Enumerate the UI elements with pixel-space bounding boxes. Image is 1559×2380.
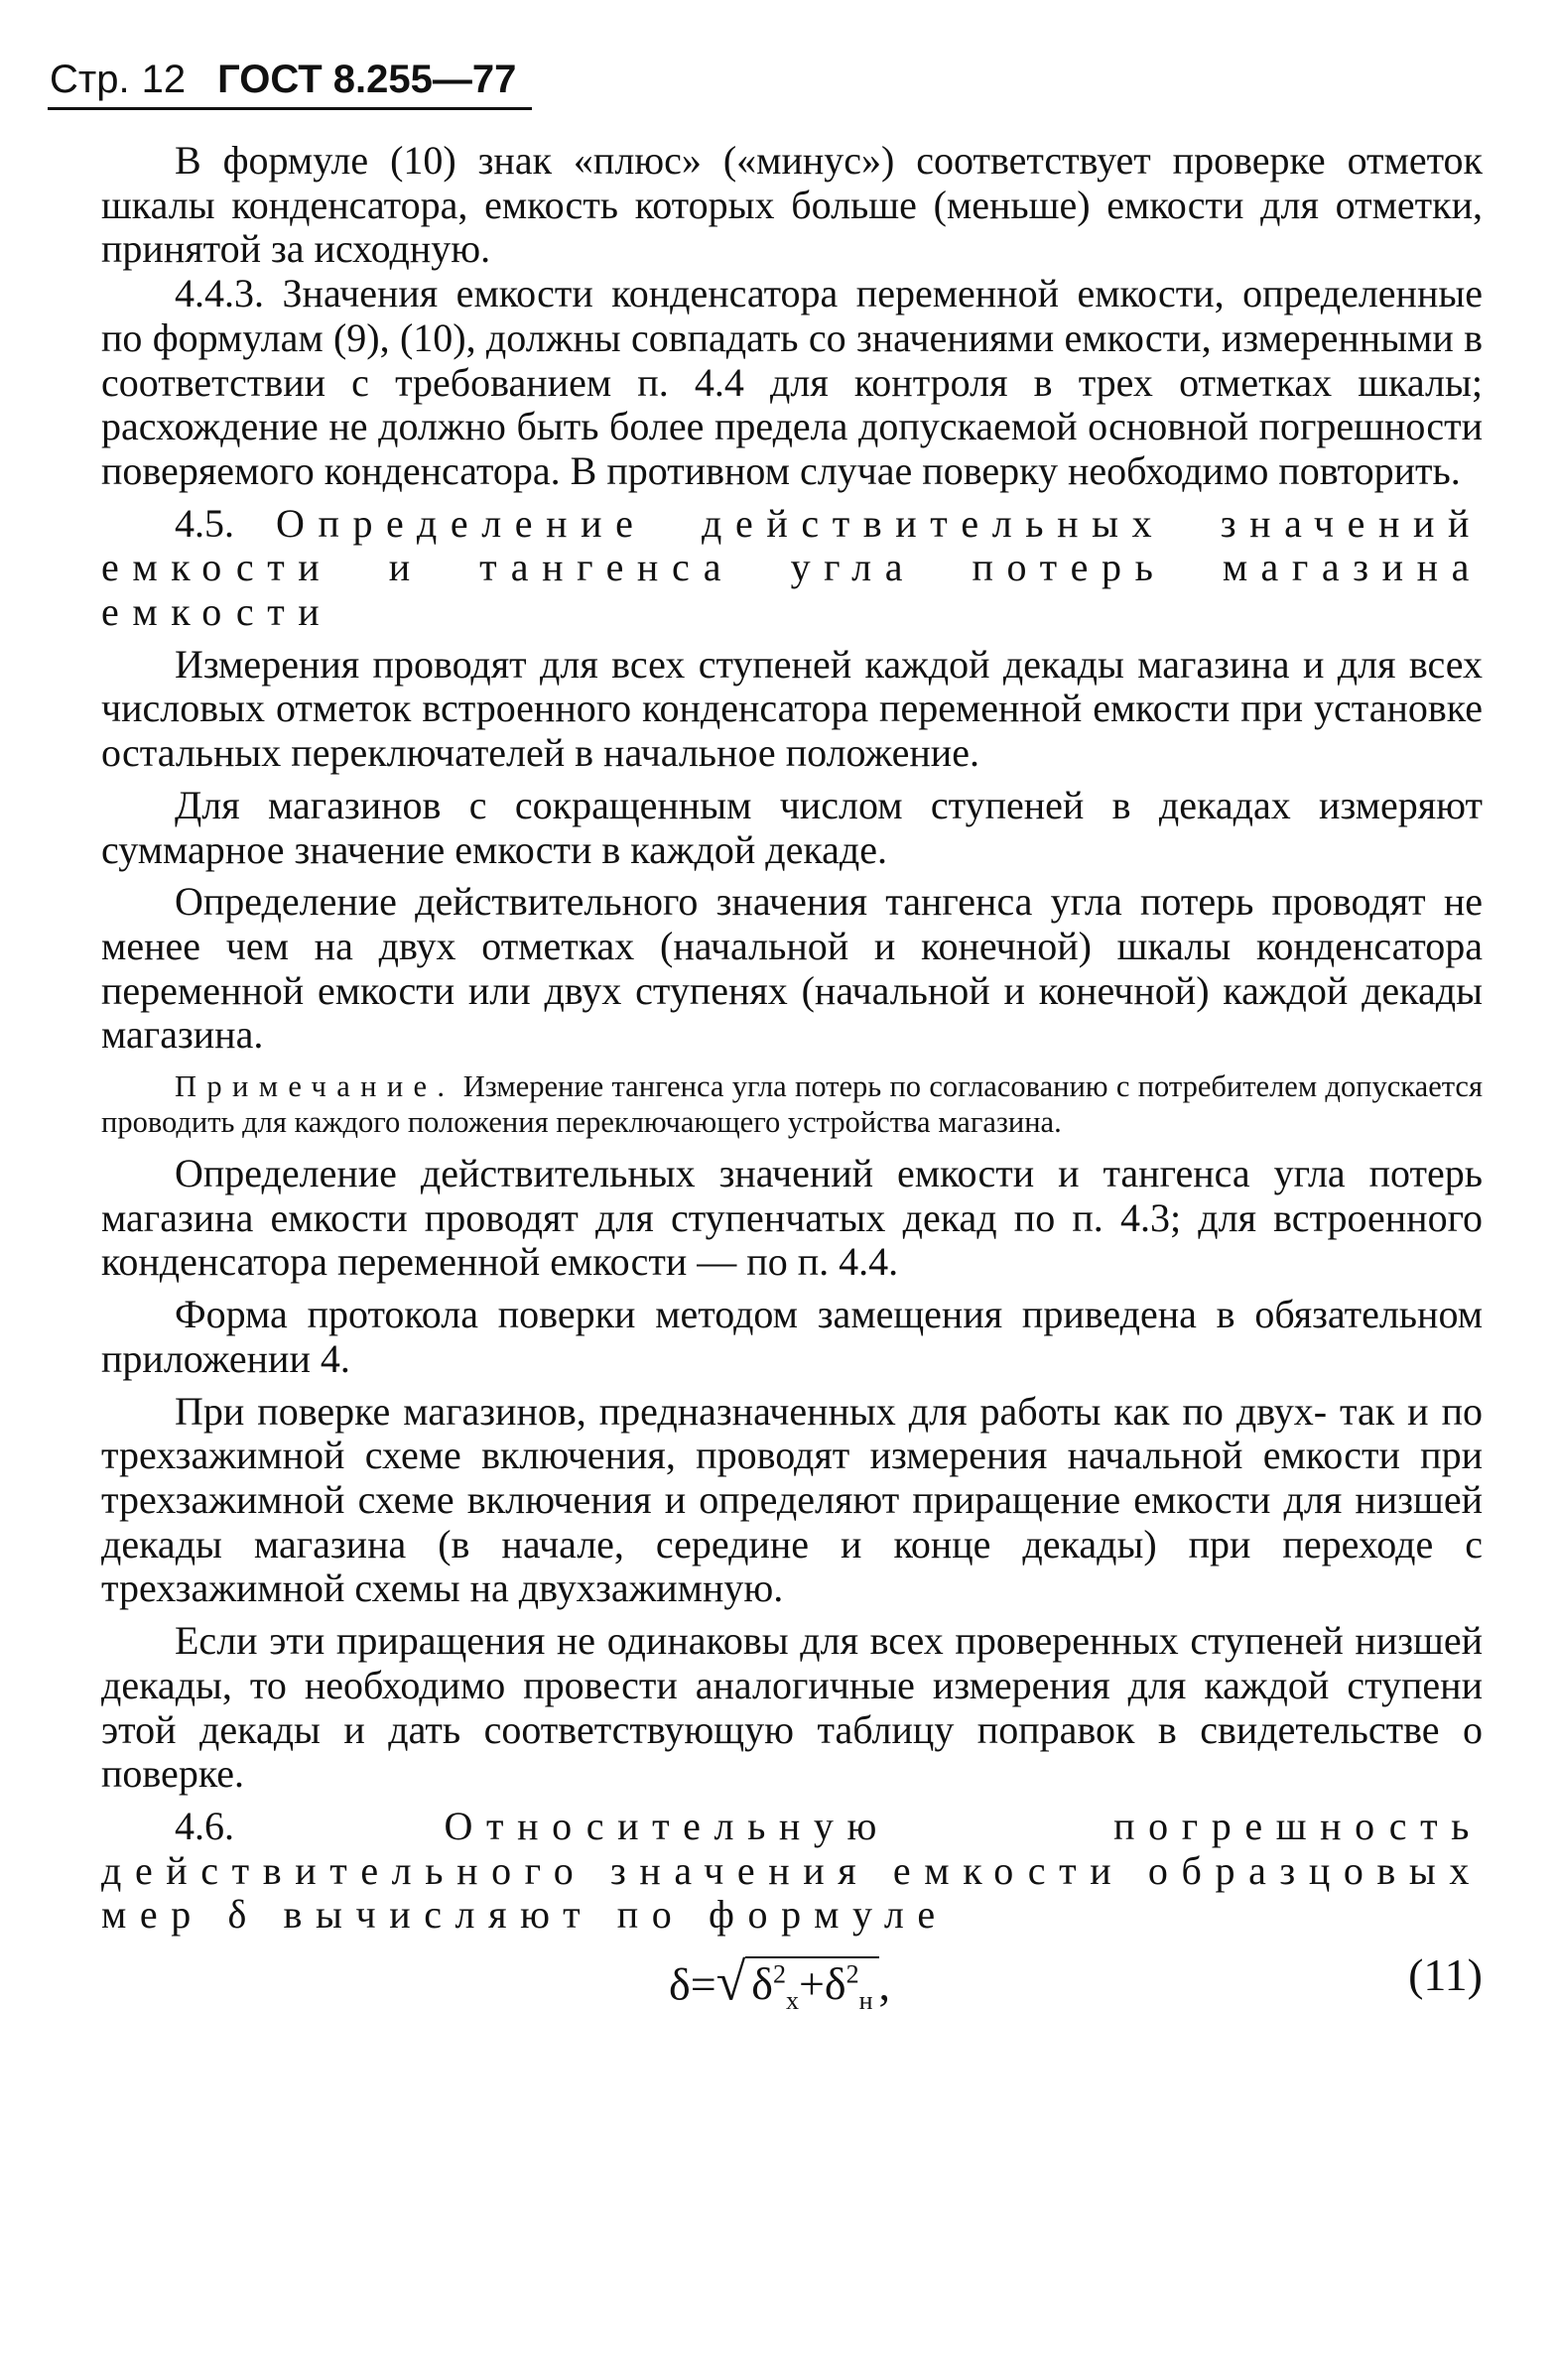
section-number: 4.5. [175,500,234,546]
standard-code: ГОСТ 8.255—77 [217,58,517,101]
paragraph-reduced-steps: Для магазинов с сокращенным числом ступеней в декадах измеряют суммарное значение емкости в каждой декаде. [101,782,1483,872]
section-4-6 [101,1805,1483,1938]
note-label: Примечание. [175,1069,455,1104]
paragraph-correction-table: Если эти приращения не одинаковы для всех проверенных ступеней низшей декады, то необходимо провести аналогичные измерения для каждой ступени этой декады и дать соответствующую таблицу поправок в свидетельстве о поверке. [101,1618,1483,1797]
paragraph-4-4-3: 4.4.3. Значения емкости конденсатора переменной емкости, определенные по формулам (9), (10), должны совпадать со значениями емкости, измеренными в соответствии с требованием п. 4.4 для контроля в трех отметках шкалы; расхождение не должно быть более предела допускаемой основной погрешности поверяемого конденсатора. В противном случае поверку необходимо повторить. [101,271,1483,493]
formula-11 [101,1943,1483,2023]
paragraph-actual-values: Определение действительных значений емкости и тангенса угла потерь магазина емкости проводят для ступенчатых декад по п. 4.3; для встроенного конденсатора переменной емкости — по п. 4.4. [101,1151,1483,1285]
page-number: 12 [141,58,187,101]
formula-expression: δ=√ $\delta^2_x+\delta^2_н$ , [669,1951,891,2016]
section-number: 4.6. [175,1803,234,1848]
page-header [50,50,516,109]
section-4-5-heading [101,502,1483,635]
header-rule [48,107,532,110]
page-body [101,139,1483,2023]
radical-sign: √ [715,1951,746,2012]
paragraph-two-three-terminal: При поверке магазинов, предназначенных для работы как по двух- так и по трехзажимной схеме включения, проводят измерения начальной емкости при трехзажимной схеме включения и определяют приращение емкости для низшей декады магазина (в начале, середине и конце декады) при переходе с трехзажимной схемы на двухзажимную. [101,1388,1483,1611]
note-text: Измерение тангенса угла потерь по согласованию с потребителем допускается проводить для каждого положения переключающего устройства магазина. [101,1069,1483,1139]
section-4-6-text: Относительную погрешность действительного значения емкости образцовых мер δ вычисляют по формуле [101,1803,1483,1938]
radicand: $\delta^2_x+\delta^2_н$ [745,1956,878,2009]
section-title: Определение действительных значений емкости и тангенса угла потерь магазина емкости [101,500,1483,635]
paragraph-formula-10-sign: В формуле (10) знак «плюс» («минус») соответствует проверке отметок шкалы конденсатора, емкость которых больше (меньше) емкости для отметки, принятой за исходную. [101,138,1483,272]
formula-number: (11) [1408,1949,1483,2001]
page-label: Стр. [50,58,130,101]
paragraph-loss-tangent: Определение действительного значения тангенса угла потерь проводят не менее чем на двух отметках (начальной и конечной) шкалы конденсатора переменной емкости или двух ступенях (начальной и конечной) каждой декады магазина. [101,879,1483,1058]
paragraph-measurements: Измерения проводят для всех ступеней каждой декады магазина и для всех числовых отметок встроенного конденсатора переменной емкости при установке остальных переключателей в начальное положение. [101,641,1483,776]
paragraph-protocol-form: Форма протокола поверки методом замещения приведена в обязательном приложении 4. [101,1292,1483,1381]
note [101,1069,1483,1140]
